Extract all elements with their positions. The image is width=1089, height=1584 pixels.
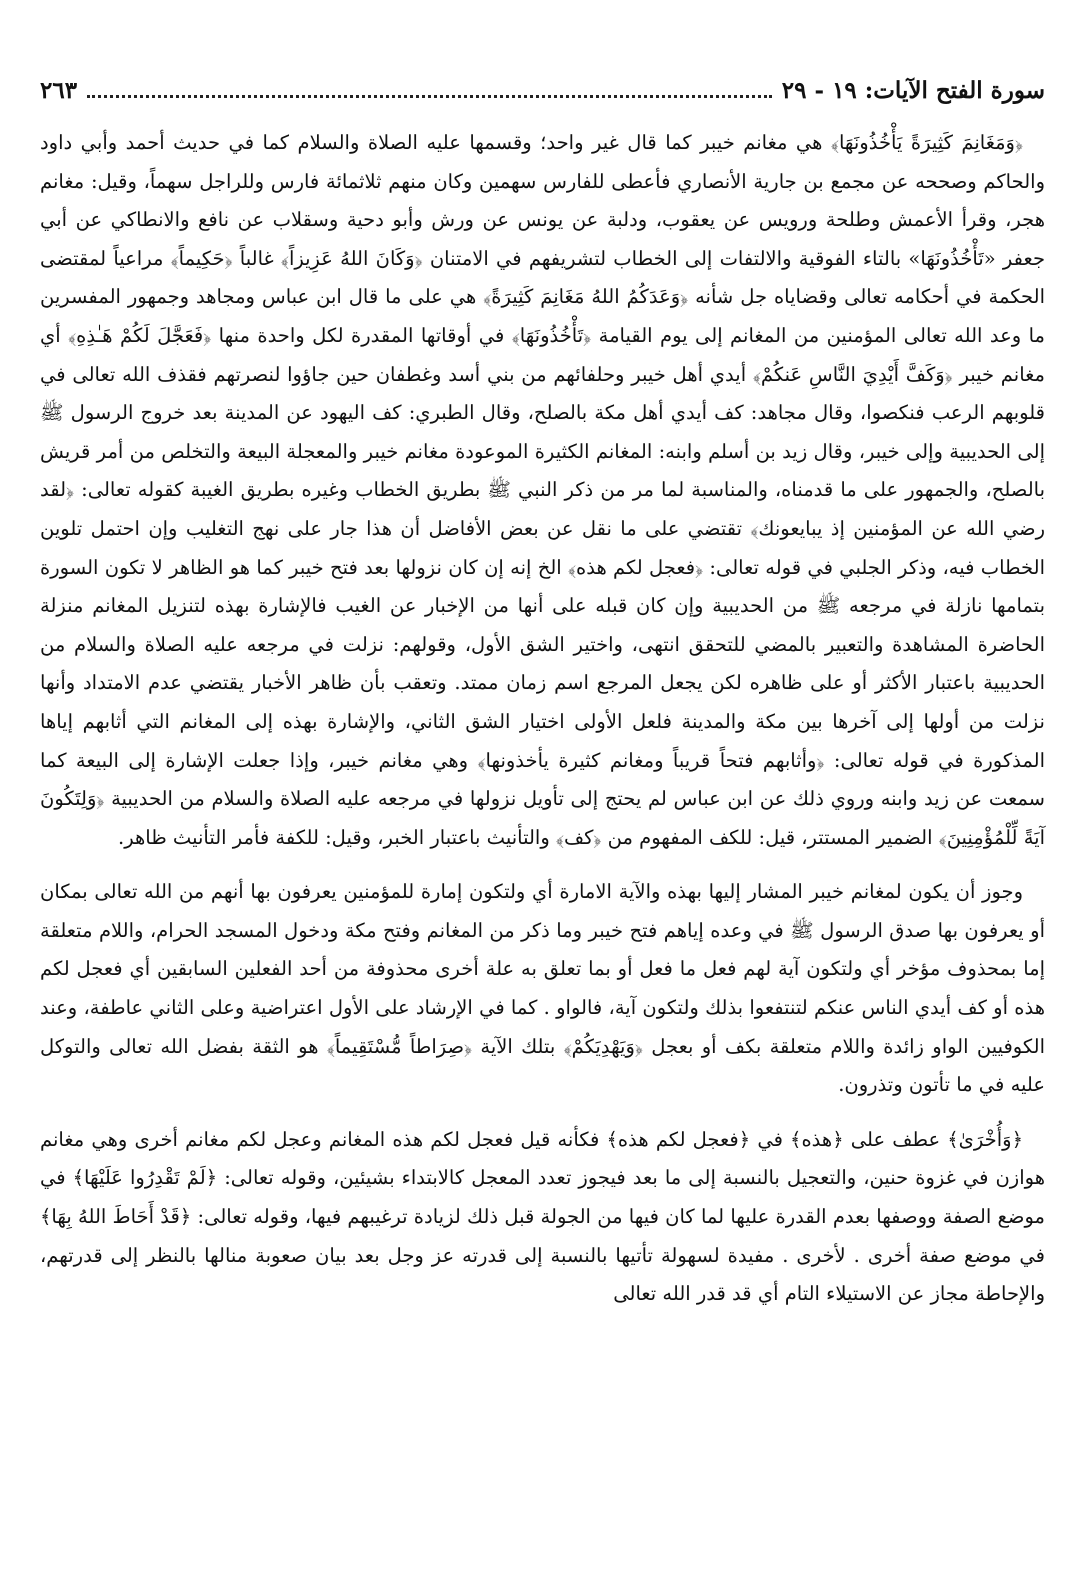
paragraph: ﴿وَأُخْرَىٰ﴾ عطف على ﴿هذه﴾ في ﴿فعجل لكم هذه﴾ فكأنه قيل فعجل لكم هذه المغانم وعجل لكم مغانم أخرى وهي مغانم هوازن في غزوة حنين، والتعجيل بالنسبة إلى ما بعد فيجوز تعدد المعجل كالابتداء بشيئين، وقوله تعالى: ﴿لَمْ تَقْدِرُوا عَلَيْهَا﴾ في موضع الصفة ووصفها بعدم القدرة عليها لما كان فيها من الجولة قبل ذلك لزيادة ترغيبهم فيها، وقوله تعالى: ﴿قَدْ أَحَاطَ اللهُ بِهَا﴾ في موضع صفة أخرى . لأخرى . مفيدة لسهولة تأتيها بالنسبة إلى قدرته عز وجل بعد بيان صعوبة منالها بالنظر إلى قدرتهم، والإحاطة مجاز عن الاستيلاء التام أي قد قدر الله تعالى [40,1127,1046,1306]
paragraph: وجوز أن يكون لمغانم خيبر المشار إليها بهذه والآية الامارة أي ولتكون إمارة للمؤمنين يعرفون بها أنهم من الله تعالى بمكان أو يعرفون بها صدق الرسول ﷺ في وعده إياهم فتح خيبر وما ذكر من المغانم وفتح مكة ودخول المسجد الحرام، واللام متعلقة إما بمحذوف مؤخر أي ولتكون آية لهم فعل ما فعل أو بما تعلق به علة أخرى محذوفة من أحد الفعلين السابقين أي فعجل لكم هذه أو كف أيدي الناس عنكم لتنتفعوا بذلك ولتكون آية، فالواو . كما في الإرشاد على الأول اعتراضية وعلى الثاني عاطفة، وعند الكوفيين الواو زائدة واللام متعلقة بكف أو بعجل ﴿وَيَهْدِيَكُمْ﴾ بتلك الآية ﴿صِرَاطاً مُّسْتَقِيماً﴾ هو الثقة بفضل الله تعالى والتوكل عليه في ما تأتون وتذرون. [40,880,1045,1097]
header-dot-leader [87,95,772,98]
running-title: سورة الفتح الآيات: ١٩ - ٢٩ [781,77,1045,104]
page-number: ٢٦٣ [40,77,78,104]
page-body [40,124,1045,1314]
page [40,60,1045,1314]
page-header [40,60,1045,104]
paragraph: ﴿وَمَغَانِمَ كَثِيرَةً يَأْخُذُونَهَا﴾ هي مغانم خيبر كما قال غير واحد؛ وقسمها عليه الصلاة والسلام كما في حديث أحمد وأبي داود والحاكم وصححه عن مجمع بن جارية الأنصاري فأعطى للفارس سهمين وكان منهم ثلاثمائة فارس وللراجل سهماً، وقيل: مغانم هجر، وقرأ الأعمش وطلحة ورويس عن يعقوب، ودلبة عن يونس عن ورش وأبو دحية وسقلاب عن نافع والانطاكي عن أبي جعفر «تَأْخُذُونَهَا» بالتاء الفوقية والالتفات إلى الخطاب لتشريفهم في الامتنان ﴿وَكَانَ اللهُ عَزِيزاً﴾ غالباً ﴿حَكِيماً﴾ مراعياً لمقتضى الحكمة في أحكامه تعالى وقضاياه جل شأنه ﴿وَعَدَكُمُ اللهُ مَغَانِمَ كَثِيرَةً﴾ هي على ما قال ابن عباس ومجاهد وجمهور المفسرين ما وعد الله تعالى المؤمنين من المغانم إلى يوم القيامة ﴿تَأْخُذُونَهَا﴾ في أوقاتها المقدرة لكل واحدة منها ﴿فَعَجَّلَ لَكُمْ هَـٰذِهِ﴾ أي مغانم خيبر ﴿وَكَفَّ أَيْدِيَ النَّاسِ عَنكُمْ﴾ أيدي أهل خيبر وحلفائهم من بني أسد وغطفان حين جاؤوا لنصرتهم فقذف الله تعالى في قلوبهم الرعب فنكصوا، وقال مجاهد: كف أيدي أهل مكة بالصلح، وقال الطبري: كف اليهود عن المدينة بعد خروج الرسول ﷺ إلى الحديبية وإلى خيبر، وقال زيد بن أسلم وابنه: المغانم الكثيرة الموعودة مغانم خيبر والمعجلة البيعة والتخلص من أمر قريش بالصلح، والجمهور على ما قدمناه، والمناسبة لما مر من ذكر النبي ﷺ بطريق الخطاب وغيره بطريق الغيبة كقوله تعالى: ﴿لقد رضي الله عن المؤمنين إذ يبايعونك﴾ تقتضي على ما نقل عن بعض الأفاضل أن هذا جار على نهج التغليب وإن احتمل تلوين الخطاب فيه، وذكر الجلبي في قوله تعالى: ﴿فعجل لكم هذه﴾ الخ إنه إن كان نزولها بعد فتح خيبر كما هو الظاهر لا تكون السورة بتمامها نازلة في مرجعه ﷺ من الحديبية وإن كان قبله على أنها من الإخبار عن الغيب فالإشارة بهذه لتنزيل المغانم منزلة الحاضرة المشاهدة والتعبير بالمضي للتحقق انتهى، واختير الشق الأول، وقولهم: نزلت في مرجعه عليه الصلاة والسلام من الحديبية باعتبار الأكثر أو على ظاهره لكن يجعل المرجع اسم زمان ممتد. وتعقب بأن ظاهر الأخبار يقتضي عدم الامتداد وأنها نزلت من أولها إلى آخرها بين مكة والمدينة فلعل الأولى اختيار الشق الثاني، والإشارة بهذه إلى المغانم التي أثابهم إياها المذكورة في قوله تعالى: ﴿وأثابهم فتحاً قريباً ومغانم كثيرة يأخذونها﴾ وهي مغانم خيبر، وإذا جعلت الإشارة إلى البيعة كما سمعت عن زيد وابنه وروي ذلك عن ابن عباس لم يحتج إلى تأويل نزولها في مرجعه عليه الصلاة والسلام من الحديبية ﴿وَلِتَكُونَ آيَةً لِّلْمُؤْمِنِينَ﴾ الضمير المستتر، قيل: للكف المفهوم من ﴿كف﴾ والتأنيث باعتبار الخبر، وقيل: للكفة فأمر التأنيث ظاهر. [40,131,1045,849]
